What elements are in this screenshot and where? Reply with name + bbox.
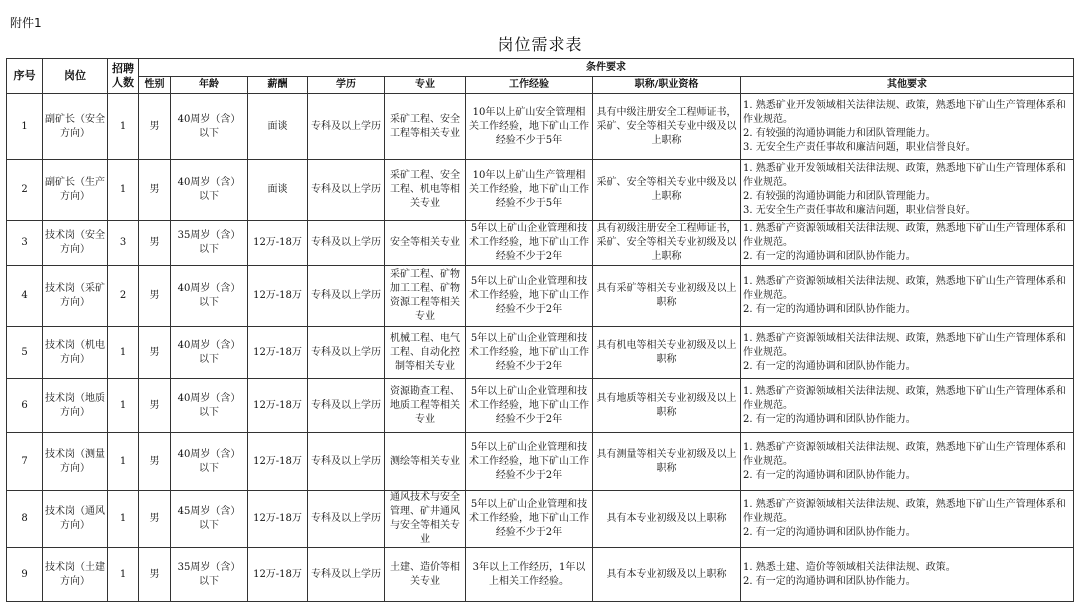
cell-experience: 5年以上矿山企业管理和技术工作经验，地下矿山工作经验不少于2年: [466, 491, 593, 548]
cell-major: 采矿工程、安全工程等相关专业: [385, 94, 466, 160]
cell-index: 5: [7, 327, 43, 379]
cell-headcount: 1: [108, 379, 139, 433]
cell-other: [741, 221, 1074, 266]
other-requirement-line: 1. 熟悉矿产资源领域相关法律法规、政策，熟悉地下矿山生产管理体系和作业规范。: [743, 499, 1066, 524]
cell-position: 技术岗（通风方向）: [43, 491, 108, 548]
cell-salary: 12万-18万: [248, 379, 308, 433]
other-requirement-line: 2. 有一定的沟通协调和团队协作能力。: [743, 527, 916, 538]
header-other: 其他要求: [741, 77, 1074, 94]
header-index: 序号: [7, 59, 43, 94]
cell-experience: 10年以上矿山生产管理相关工作经验，地下矿山工作经验不少于5年: [466, 160, 593, 221]
cell-other: [741, 491, 1074, 548]
cell-experience: 5年以上矿山企业管理和技术工作经验，地下矿山工作经验不少于2年: [466, 379, 593, 433]
cell-position: 技术岗（地质方向）: [43, 379, 108, 433]
other-requirement-line: 2. 有一定的沟通协调和团队协作能力。: [743, 304, 916, 315]
cell-index: 1: [7, 94, 43, 160]
cell-qualification: 具有机电等相关专业初级及以上职称: [593, 327, 741, 379]
other-requirement-line: 1. 熟悉土建、造价等领域相关法律法规、政策。: [743, 561, 956, 573]
header-education: 学历: [308, 77, 385, 94]
cell-major: 土建、造价等相关专业: [385, 548, 466, 602]
cell-gender: 男: [139, 94, 171, 160]
cell-position: 技术岗（测量方向）: [43, 433, 108, 491]
cell-gender: 男: [139, 491, 171, 548]
table-row: [7, 548, 1074, 602]
cell-major: 安全等相关专业: [385, 221, 466, 266]
cell-qualification: 具有本专业初级及以上职称: [593, 491, 741, 548]
cell-experience: 10年以上矿山安全管理相关工作经验，地下矿山工作经验不少于5年: [466, 94, 593, 160]
cell-other: [741, 433, 1074, 491]
cell-qualification: 采矿、安全等相关专业中级及以上职称: [593, 160, 741, 221]
cell-gender: 男: [139, 327, 171, 379]
header-conditions: 条件要求: [139, 59, 1074, 77]
table-row: [7, 160, 1074, 221]
cell-age: 40周岁（含）以下: [171, 433, 248, 491]
header-position: 岗位: [43, 59, 108, 94]
cell-education: 专科及以上学历: [308, 491, 385, 548]
cell-headcount: 1: [108, 548, 139, 602]
cell-education: 专科及以上学历: [308, 94, 385, 160]
cell-other: [741, 548, 1074, 602]
cell-other: [741, 327, 1074, 379]
cell-experience: 5年以上矿山企业管理和技术工作经验，地下矿山工作经验不少于2年: [466, 221, 593, 266]
other-requirement-line: 2. 有一定的沟通协调和团队协作能力。: [743, 251, 916, 262]
cell-age: 40周岁（含）以下: [171, 327, 248, 379]
cell-position: 技术岗（安全方向）: [43, 221, 108, 266]
cell-gender: 男: [139, 160, 171, 221]
table-row: [7, 266, 1074, 327]
other-requirement-line: 1. 熟悉矿业开发领域相关法律法规、政策，熟悉地下矿山生产管理体系和作业规范。: [743, 99, 1066, 125]
table-row: [7, 221, 1074, 266]
cell-position: 技术岗（土建方向）: [43, 548, 108, 602]
cell-headcount: 1: [108, 433, 139, 491]
cell-education: 专科及以上学历: [308, 433, 385, 491]
position-requirements-table: [6, 58, 1074, 602]
cell-qualification: 具有测量等相关专业初级及以上职称: [593, 433, 741, 491]
other-requirement-line: 1. 熟悉矿产资源领域相关法律法规、政策，熟悉地下矿山生产管理体系和作业规范。: [743, 332, 1066, 358]
cell-age: 45周岁（含）以下: [171, 491, 248, 548]
table-row: [7, 94, 1074, 160]
cell-age: 40周岁（含）以下: [171, 94, 248, 160]
cell-education: 专科及以上学历: [308, 221, 385, 266]
header-major: 专业: [385, 77, 466, 94]
other-requirement-line: 2. 有较强的沟通协调能力和团队管理能力。: [743, 191, 936, 202]
cell-index: 6: [7, 379, 43, 433]
other-requirement-line: 1. 熟悉矿产资源领域相关法律法规、政策，熟悉地下矿山生产管理体系和作业规范。: [743, 385, 1066, 411]
cell-position: 副矿长（生产方向）: [43, 160, 108, 221]
cell-experience: 5年以上矿山企业管理和技术工作经验，地下矿山工作经验不少于2年: [466, 433, 593, 491]
cell-qualification: 具有采矿等相关专业初级及以上职称: [593, 266, 741, 327]
other-requirement-line: 2. 有一定的沟通协调和团队协作能力。: [743, 413, 916, 425]
cell-other: [741, 379, 1074, 433]
cell-salary: 12万-18万: [248, 491, 308, 548]
cell-index: 9: [7, 548, 43, 602]
cell-other: [741, 94, 1074, 160]
cell-index: 2: [7, 160, 43, 221]
cell-salary: 面谈: [248, 94, 308, 160]
other-requirement-line: 2. 有一定的沟通协调和团队协作能力。: [743, 360, 916, 372]
cell-other: [741, 160, 1074, 221]
cell-headcount: 1: [108, 491, 139, 548]
cell-position: 技术岗（采矿方向）: [43, 266, 108, 327]
other-requirement-line: 1. 熟悉矿业开发领域相关法律法规、政策，熟悉地下矿山生产管理体系和作业规范。: [743, 163, 1066, 188]
cell-education: 专科及以上学历: [308, 548, 385, 602]
cell-age: 35周岁（含）以下: [171, 221, 248, 266]
cell-gender: 男: [139, 266, 171, 327]
cell-headcount: 1: [108, 327, 139, 379]
cell-headcount: 1: [108, 160, 139, 221]
cell-education: 专科及以上学历: [308, 266, 385, 327]
header-gender: 性别: [139, 77, 171, 94]
cell-experience: 5年以上矿山企业管理和技术工作经验，地下矿山工作经验不少于2年: [466, 327, 593, 379]
cell-major: 采矿工程、矿物加工工程、矿物资源工程等相关专业: [385, 266, 466, 327]
cell-major: 采矿工程、安全工程、机电等相关专业: [385, 160, 466, 221]
cell-salary: 12万-18万: [248, 221, 308, 266]
table-row: [7, 379, 1074, 433]
table-body: [7, 94, 1074, 602]
cell-salary: 12万-18万: [248, 433, 308, 491]
cell-index: 8: [7, 491, 43, 548]
cell-age: 35周岁（含）以下: [171, 548, 248, 602]
cell-qualification: 具有本专业初级及以上职称: [593, 548, 741, 602]
cell-qualification: 具有地质等相关专业初级及以上职称: [593, 379, 741, 433]
cell-position: 技术岗（机电方向）: [43, 327, 108, 379]
header-salary: 薪酬: [248, 77, 308, 94]
table-row: [7, 327, 1074, 379]
cell-position: 副矿长（安全方向）: [43, 94, 108, 160]
other-requirement-line: 1. 熟悉矿产资源领域相关法律法规、政策，熟悉地下矿山生产管理体系和作业规范。: [743, 276, 1066, 301]
cell-salary: 面谈: [248, 160, 308, 221]
other-requirement-line: 2. 有一定的沟通协调和团队协作能力。: [743, 469, 916, 481]
other-requirement-line: 3. 无安全生产责任事故和廉洁问题，职业信誉良好。: [743, 205, 976, 216]
cell-age: 40周岁（含）以下: [171, 160, 248, 221]
other-requirement-line: 3. 无安全生产责任事故和廉洁问题，职业信誉良好。: [743, 141, 976, 153]
cell-major: 通风技术与安全管理、矿井通风与安全等相关专业: [385, 491, 466, 548]
cell-major: 资源勘查工程、地质工程等相关专业: [385, 379, 466, 433]
cell-index: 7: [7, 433, 43, 491]
cell-age: 40周岁（含）以下: [171, 379, 248, 433]
other-requirement-line: 1. 熟悉矿产资源领域相关法律法规、政策，熟悉地下矿山生产管理体系和作业规范。: [743, 223, 1066, 248]
other-requirement-line: 1. 熟悉矿产资源领域相关法律法规、政策，熟悉地下矿山生产管理体系和作业规范。: [743, 441, 1066, 467]
cell-qualification: 具有中级注册安全工程师证书，采矿、安全等相关专业中级及以上职称: [593, 94, 741, 160]
cell-gender: 男: [139, 379, 171, 433]
header-headcount: 招聘人数: [108, 59, 139, 94]
cell-salary: 12万-18万: [248, 327, 308, 379]
cell-headcount: 1: [108, 94, 139, 160]
cell-gender: 男: [139, 548, 171, 602]
cell-gender: 男: [139, 433, 171, 491]
table-row: [7, 491, 1074, 548]
cell-salary: 12万-18万: [248, 266, 308, 327]
cell-index: 4: [7, 266, 43, 327]
cell-major: 机械工程、电气工程、自动化控制等相关专业: [385, 327, 466, 379]
cell-qualification: 具有初级注册安全工程师证书，采矿、安全等相关专业初级及以上职称: [593, 221, 741, 266]
cell-index: 3: [7, 221, 43, 266]
table-row: [7, 433, 1074, 491]
cell-gender: 男: [139, 221, 171, 266]
header-title-qualification: 职称/职业资格: [593, 77, 741, 94]
cell-experience: 3年以上工作经历，1年以上相关工作经验。: [466, 548, 593, 602]
cell-education: 专科及以上学历: [308, 160, 385, 221]
header-experience: 工作经验: [466, 77, 593, 94]
cell-other: [741, 266, 1074, 327]
cell-headcount: 3: [108, 221, 139, 266]
other-requirement-line: 2. 有较强的沟通协调能力和团队管理能力。: [743, 127, 936, 139]
header-age: 年龄: [171, 77, 248, 94]
cell-education: 专科及以上学历: [308, 327, 385, 379]
cell-education: 专科及以上学历: [308, 379, 385, 433]
cell-experience: 5年以上矿山企业管理和技术工作经验，地下矿山工作经验不少于2年: [466, 266, 593, 327]
attachment-label: 附件1: [10, 16, 42, 30]
cell-major: 测绘等相关专业: [385, 433, 466, 491]
page-title: 岗位需求表: [497, 35, 583, 54]
other-requirement-line: 2. 有一定的沟通协调和团队协作能力。: [743, 575, 916, 587]
cell-headcount: 2: [108, 266, 139, 327]
cell-age: 40周岁（含）以下: [171, 266, 248, 327]
cell-salary: 12万-18万: [248, 548, 308, 602]
